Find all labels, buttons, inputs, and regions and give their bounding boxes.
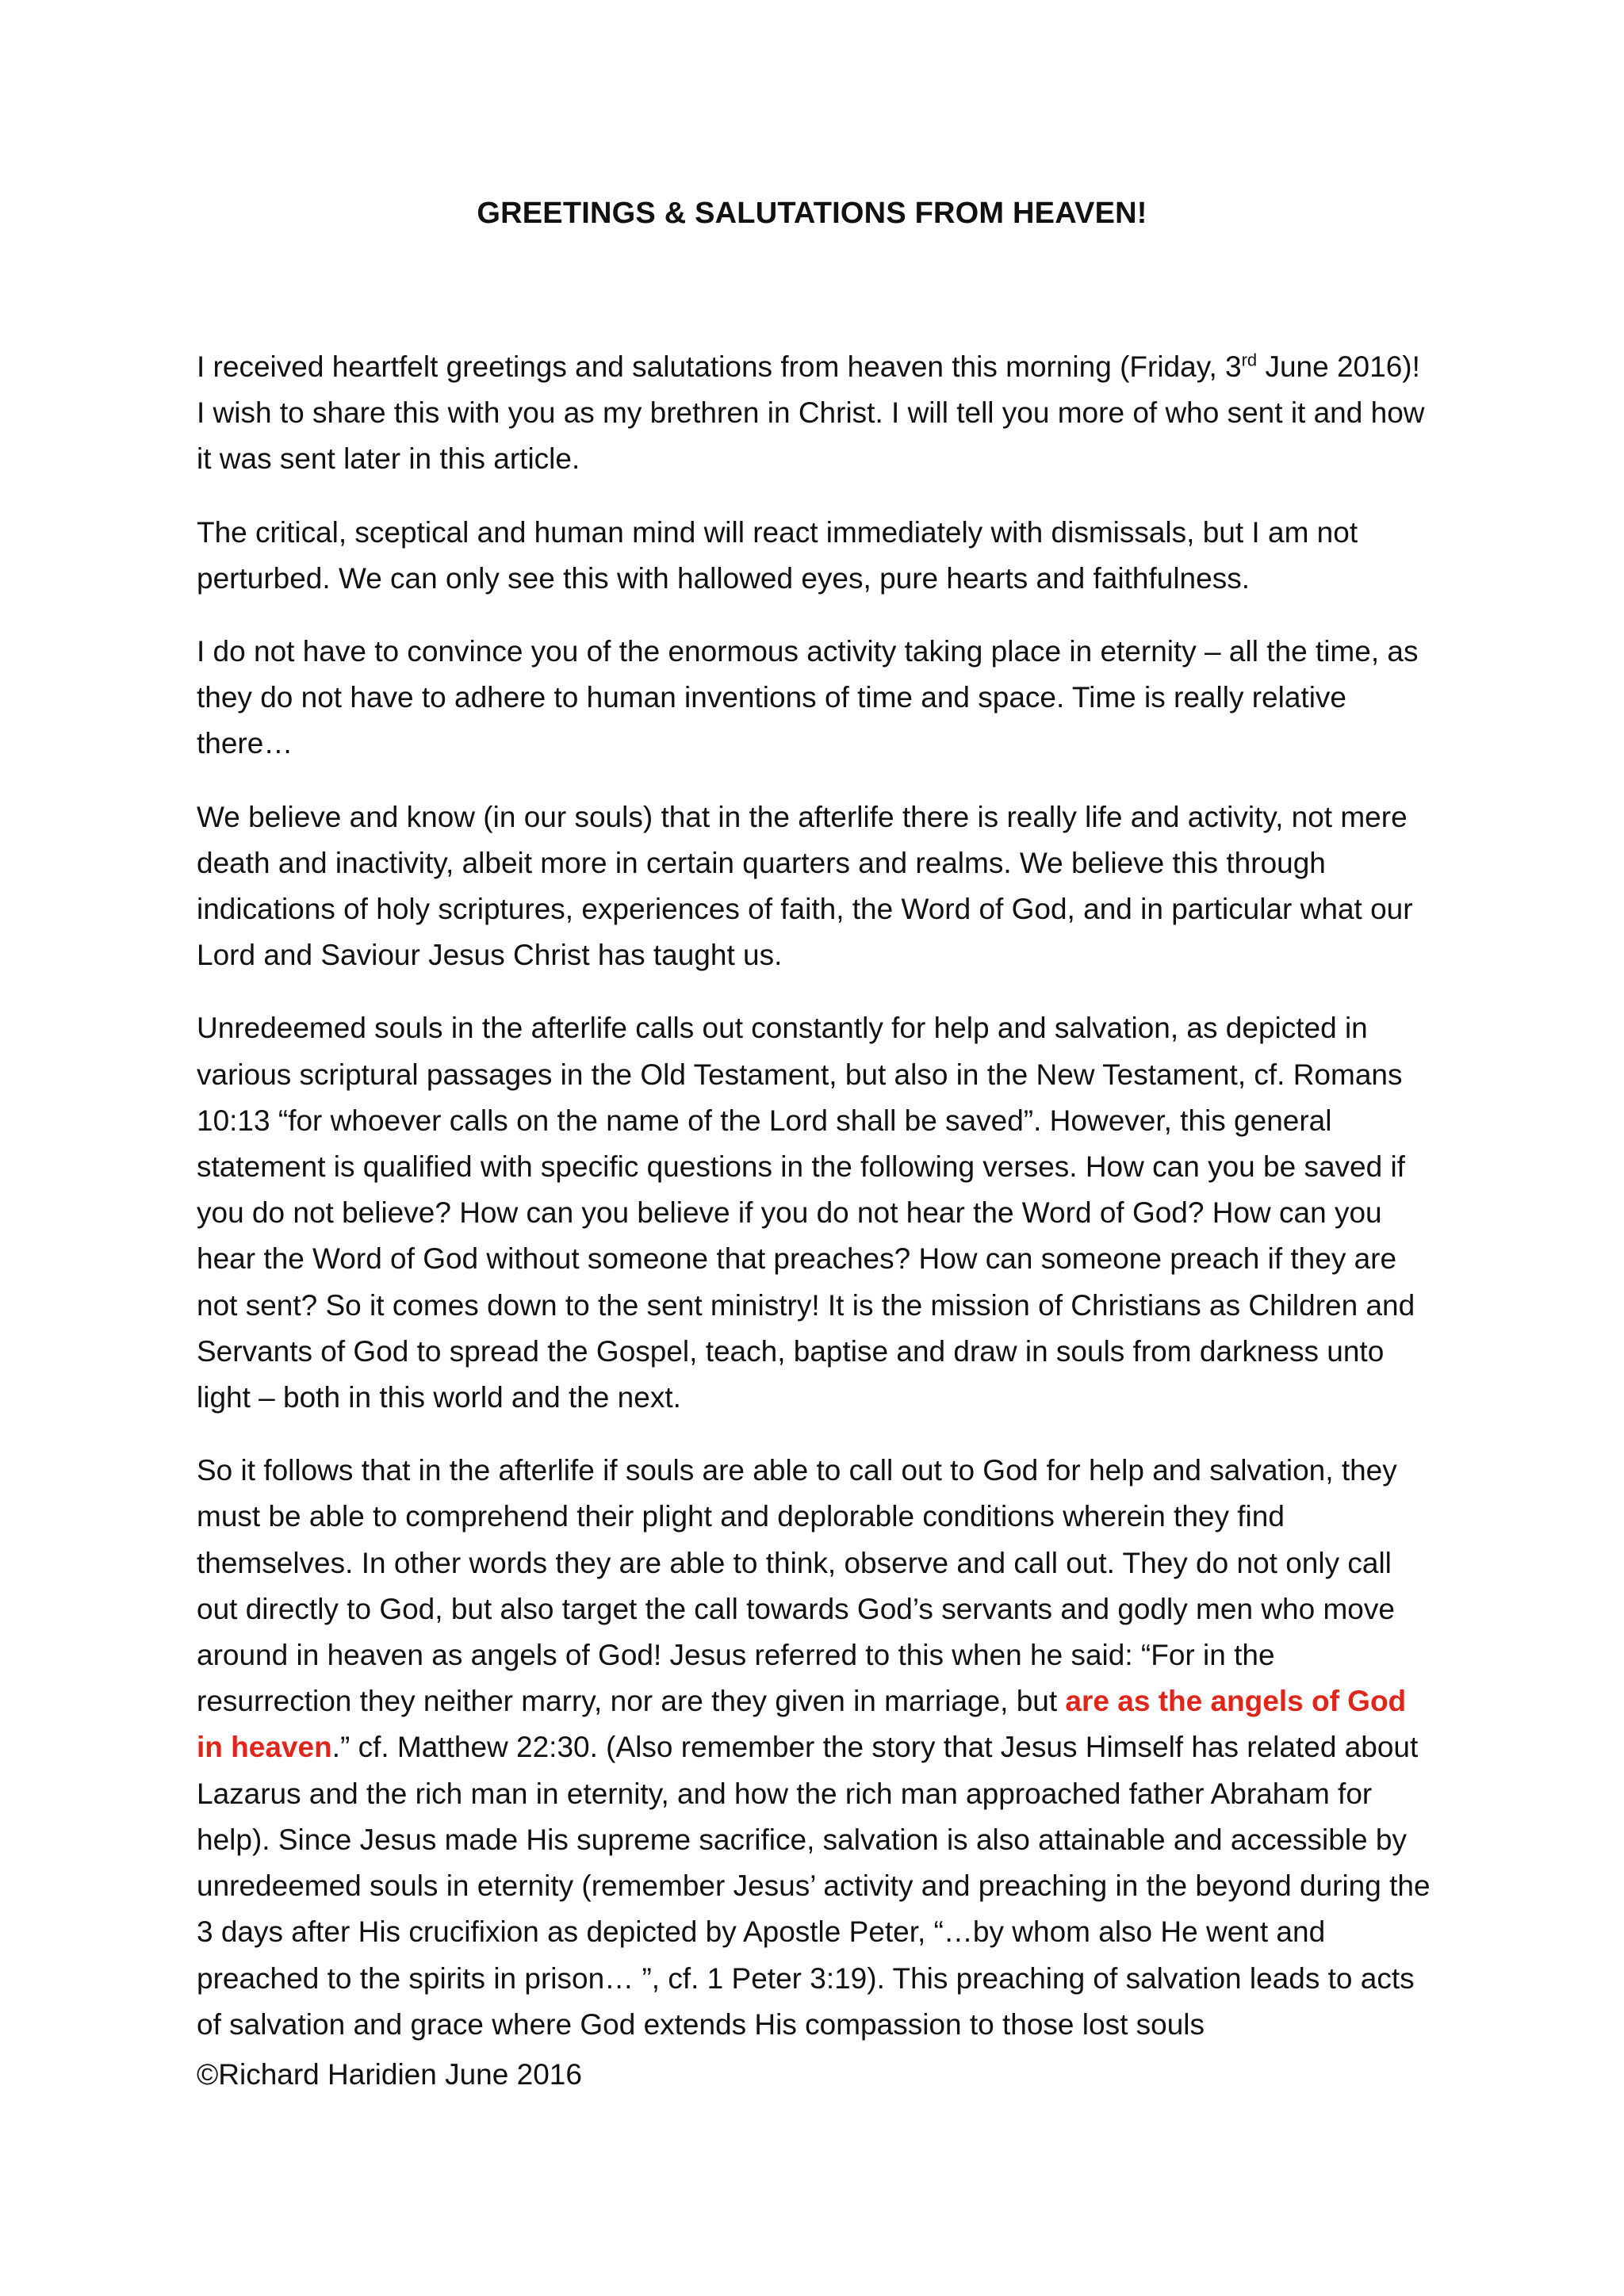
- document-title: GREETINGS & SALUTATIONS FROM HEAVEN!: [477, 197, 1147, 230]
- emphasis-angels-of-god: are as the angels of God in heaven: [197, 1685, 1407, 1764]
- paragraph-5: Unredeemed souls in the afterlife calls out constantly for help and salvation, as depicted in various scriptural passages in the Old Testament, but also in the New Testament, cf. Romans 10:13 “for whoever calls on the name of the Lord shall be saved”. However, this general statement is qualified with specific questions in the following verses. How can you be saved if you do not believe? How can you believe if you do not hear the Word of God? How can you hear the Word of God without someone that preaches? How can someone preach if they are not sent? So it comes down to the sent ministry! It is the mission of Christians as Children and Servants of God to spread the Gospel, teach, baptise and draw in souls from darkness unto light – both in this world and the next.: [197, 1012, 1415, 1414]
- paragraph-1-text-a: I received heartfelt greetings and salutations from heaven this morning (Friday, 3: [197, 350, 1242, 383]
- paragraph-6: [197, 1448, 1434, 2048]
- copyright-footer: ©Richard Haridien June 2016: [197, 2058, 582, 2091]
- paragraph-6-text-b: .” cf. Matthew 22:30. (Also remember the story that Jesus Himself has related about Lazarus and the rich man in eternity, and how the rich man approached father Abraham for help). Since Jesus made His supreme sacrifice, salvation is also attainable and accessible by unredeemed souls in eternity (remember Jesus’ activity and preaching in the beyond during the 3 days after His crucifixion as depicted by Apostle Peter, “…by whom also He went and preached to the spirits in prison… ”, cf. 1 Peter 3:19). This preaching of salvation leads to acts of salvation and grace where God extends His compassion to those lost souls: [197, 1731, 1431, 2041]
- paragraph-6-text-a: So it follows that in the afterlife if souls are able to call out to God for help and salvation, they must be able to comprehend their plight and deplorable conditions wherein they find themselves. In other words they are able to think, observe and call out. They do not only call out directly to God, but also target the call towards God’s servants and godly men who move around in heaven as angels of God! Jesus referred to this when he said: “For in the resurrection they neither marry, nor are they given in marriage, but: [197, 1454, 1397, 1718]
- paragraph-2: The critical, sceptical and human mind will react immediately with dismissals, but I am not perturbed. We can only see this with hallowed eyes, pure hearts and faithfulness.: [197, 515, 1358, 595]
- paragraph-1-text-b: June 2016)! I wish to share this with you as my brethren in Christ. I will tell you more of who sent it and how it was sent later in this article.: [197, 350, 1425, 476]
- document-body: [197, 344, 1434, 2075]
- paragraph-4: We believe and know (in our souls) that in the afterlife there is really life and activity, not mere death and inactivity, albeit more in certain quarters and realms. We believe this through indications of holy scriptures, experiences of faith, the Word of God, and in particular what our Lord and Saviour Jesus Christ has taught us.: [197, 800, 1413, 972]
- paragraph-1: [197, 344, 1434, 483]
- paragraph-3: I do not have to convince you of the enormous activity taking place in eternity – all the time, as they do not have to adhere to human inventions of time and space. Time is really relative there…: [197, 635, 1419, 760]
- ordinal-suffix: rd: [1241, 350, 1258, 370]
